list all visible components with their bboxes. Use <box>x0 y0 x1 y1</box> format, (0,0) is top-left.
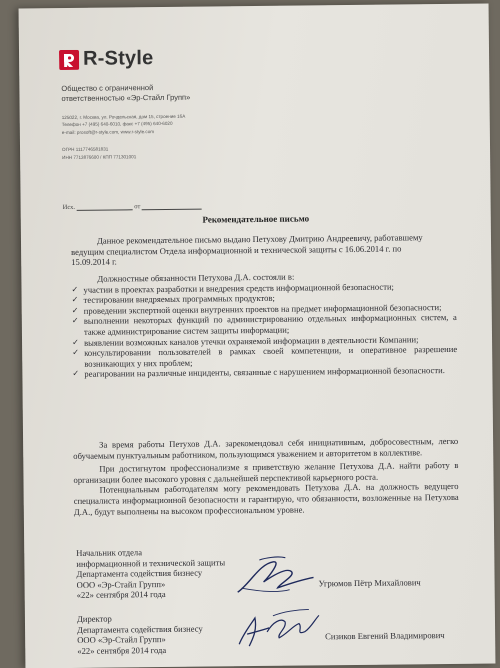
duty-item: ✓ консультировании пользователей в рамках своей компетенции, и оперативное разрешение возникающих у них проблем; <box>72 344 458 369</box>
contact-line: 125022, г. Москва, ул. Рочдельская, дом 15, строение 16А <box>61 113 186 121</box>
checkmark-icon: ✓ <box>71 295 79 305</box>
signatory-2-line: Директор <box>76 613 112 624</box>
duty-item: ✓ реагировании на различные инциденты, связанные с нарушением информационной безопасности. <box>72 365 445 380</box>
outgoing-date-label: от <box>134 203 141 211</box>
duties-section <box>71 270 457 380</box>
duty-item: ✓ выявлении возможных каналов утечки охраняемой информации в деятельности Компании; <box>72 333 419 348</box>
letter-title: Рекомендательное письмо <box>202 213 310 225</box>
outgoing-number <box>63 203 202 211</box>
brand-logo <box>59 47 154 71</box>
intro-line: ведущим специалистом Отдела информационной и технической защиты с 16.06.2014 г. по <box>71 243 402 257</box>
intro-line: Данное рекомендательное письмо выдано Петухову Дмитрию Андреевичу, работавшему <box>96 232 423 246</box>
outgoing-number-blank <box>77 203 133 211</box>
intro-paragraph <box>71 232 456 268</box>
signature-1 <box>229 553 319 598</box>
closing-paragraphs <box>73 436 459 517</box>
registration-info <box>62 145 136 161</box>
checkmark-icon: ✓ <box>72 348 79 358</box>
checkmark-icon: ✓ <box>71 305 79 315</box>
checkmark-icon: ✓ <box>72 337 79 347</box>
signatory-1-block <box>76 546 225 601</box>
checkmark-icon: ✓ <box>72 369 80 379</box>
intro-line: 15.09.2014 г. <box>71 256 117 268</box>
signatory-1-name: Угрюмов Пётр Михайлович <box>318 577 421 589</box>
signatory-2-line: Департамента содействия бизнесу <box>77 623 203 635</box>
letter-page <box>19 4 496 668</box>
signatory-1-line: Начальник отдела <box>76 547 143 558</box>
contact-line: e-mail: prosoft@r-style.com, www.r-style.com <box>61 128 155 135</box>
signatory-1-line: «22» сентября 2014 года <box>76 589 166 601</box>
signatory-2-line: «22» сентября 2014 года <box>77 644 167 656</box>
contact-line: Телефон +7 (495) 640-6010, факс +7 (495) 640-6020 <box>61 121 173 128</box>
paragraph-recommendation: Потенциальным работодателям могу рекомендовать Петухова Д.А. на должность ведущего специалиста информационной безопасности и гарантирую, что обязанности, возложенные на Петухова Д.А., будут выполнены на высоком профессиональном уровне. <box>73 481 459 517</box>
signature-2 <box>233 603 323 652</box>
signatory-1-line: Департамента содействия бизнесу <box>76 567 203 580</box>
checkmark-icon: ✓ <box>71 316 79 326</box>
reg-line: ИНН 7713876600 / КПП 771301001 <box>62 153 137 160</box>
duty-item: ✓ проведении экспертной оценки внутренних проектов на предмет информационной безопасности; <box>71 301 442 316</box>
outgoing-date-blank <box>142 203 202 211</box>
duty-item: ✓ участии в проектах разработки и внедрения средств информационной безопасности; <box>71 281 394 295</box>
company-name <box>61 83 190 104</box>
paragraph-wish: При достигнутом профессионализме я приветствую желание Петухова Д.А. найти работу в организации более высокого уровня с дальнейшей перспективой карьерного роста. <box>73 460 459 485</box>
brand-name: R-Style <box>82 47 154 70</box>
signatory-2-block <box>77 613 203 657</box>
paragraph-assessment: За время работы Петухов Д.А. зарекомендовал себя инициативным, добросовестным, легко обучаемым пунктуальным работником, пользующимся уважением и авторитетом в коллективе. <box>73 435 459 461</box>
reg-line: ОГРН 1117746581831 <box>62 146 109 153</box>
signatory-2-name: Сизиков Евгений Владимирович <box>325 630 445 642</box>
duties-heading: Должностные обязанности Петухова Д.А. состояли в: <box>97 271 295 284</box>
duty-item: ✓ выполнении некоторых функций по администрированию отдельных информационных систем, а также администрирование систем защиты информации; <box>71 312 457 337</box>
signatory-2-line: ООО «Эр-Стайл Групп» <box>77 634 166 646</box>
company-line: Общество с ограниченной <box>61 83 154 94</box>
checkmark-icon: ✓ <box>71 284 79 294</box>
company-line: ответственностью «Эр-Стайл Групп» <box>61 92 191 104</box>
signatory-1-line: информационной и технической защиты <box>76 556 226 569</box>
signatory-1-line: ООО «Эр-Стайл Групп» <box>76 578 166 590</box>
company-contacts <box>62 113 186 137</box>
duty-item: ✓ тестировании внедряемых программных продуктов; <box>71 292 275 306</box>
outgoing-number-label: Исх. <box>62 203 76 212</box>
duties-list <box>71 281 457 380</box>
r-style-logo-icon <box>59 49 79 69</box>
